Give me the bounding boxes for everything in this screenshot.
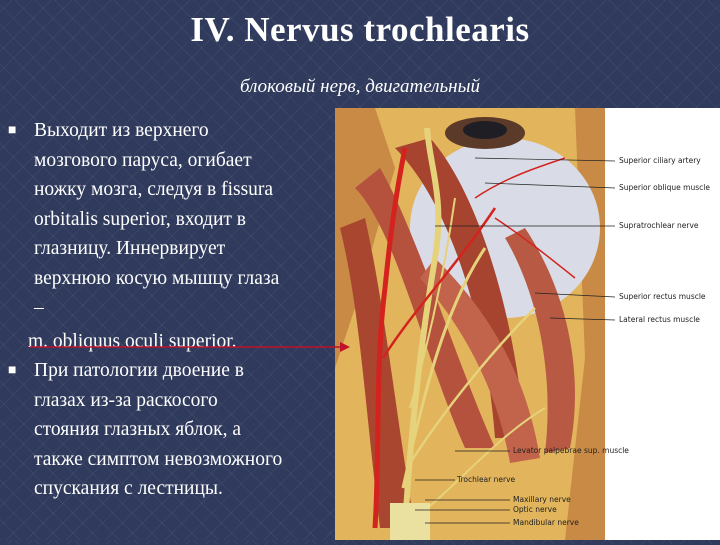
label-optic-nerve: Optic nerve: [513, 505, 557, 514]
bullet-line: Выходит из верхнего: [34, 120, 209, 141]
square-bullet-icon: ■: [8, 123, 17, 138]
slide-title: IV. Nervus trochlearis: [190, 10, 530, 49]
bullet-line: –: [34, 297, 44, 318]
bullet-line: глазах из-за раскосого: [34, 389, 218, 411]
label-superior-ciliary-artery: Superior ciliary artery: [619, 156, 701, 165]
latin-muscle-name: m. obliquus oculi superior.: [28, 330, 237, 352]
bullet-line: верхнюю косую мышцу глаза: [34, 267, 280, 289]
label-superior-oblique-muscle: Superior oblique muscle: [619, 183, 710, 192]
bullet-line: ножку мозга, следуя в fissura: [34, 179, 274, 200]
label-superior-rectus-muscle: Superior rectus muscle: [619, 292, 706, 301]
label-mandibular-nerve: Mandibular nerve: [513, 518, 579, 527]
label-supratrochlear-nerve: Supratrochlear nerve: [619, 221, 699, 230]
label-levator-palpebrae: Levator palpebrae sup. muscle: [513, 446, 629, 455]
bullet-line: orbitalis superior, входит в: [34, 208, 247, 230]
label-trochlear-nerve: Trochlear nerve: [457, 475, 516, 484]
square-bullet-icon: ■: [8, 363, 17, 378]
bullet-line: спускания с лестницы.: [34, 478, 223, 499]
label-maxillary-nerve: Maxillary nerve: [513, 495, 571, 504]
bullet-line: также симптом невозможного: [34, 448, 283, 470]
bullet-line: стояния глазных яблок, а: [34, 419, 242, 440]
label-lateral-rectus-muscle: Lateral rectus muscle: [619, 315, 700, 324]
slide-subtitle: блоковый нерв, двигательный: [240, 76, 480, 97]
bullet-line: При патологии двоение в: [34, 360, 244, 381]
bullet-line: глазницу. Иннервирует: [34, 238, 226, 259]
bullet-line: мозгового паруса, огибает: [34, 149, 252, 171]
